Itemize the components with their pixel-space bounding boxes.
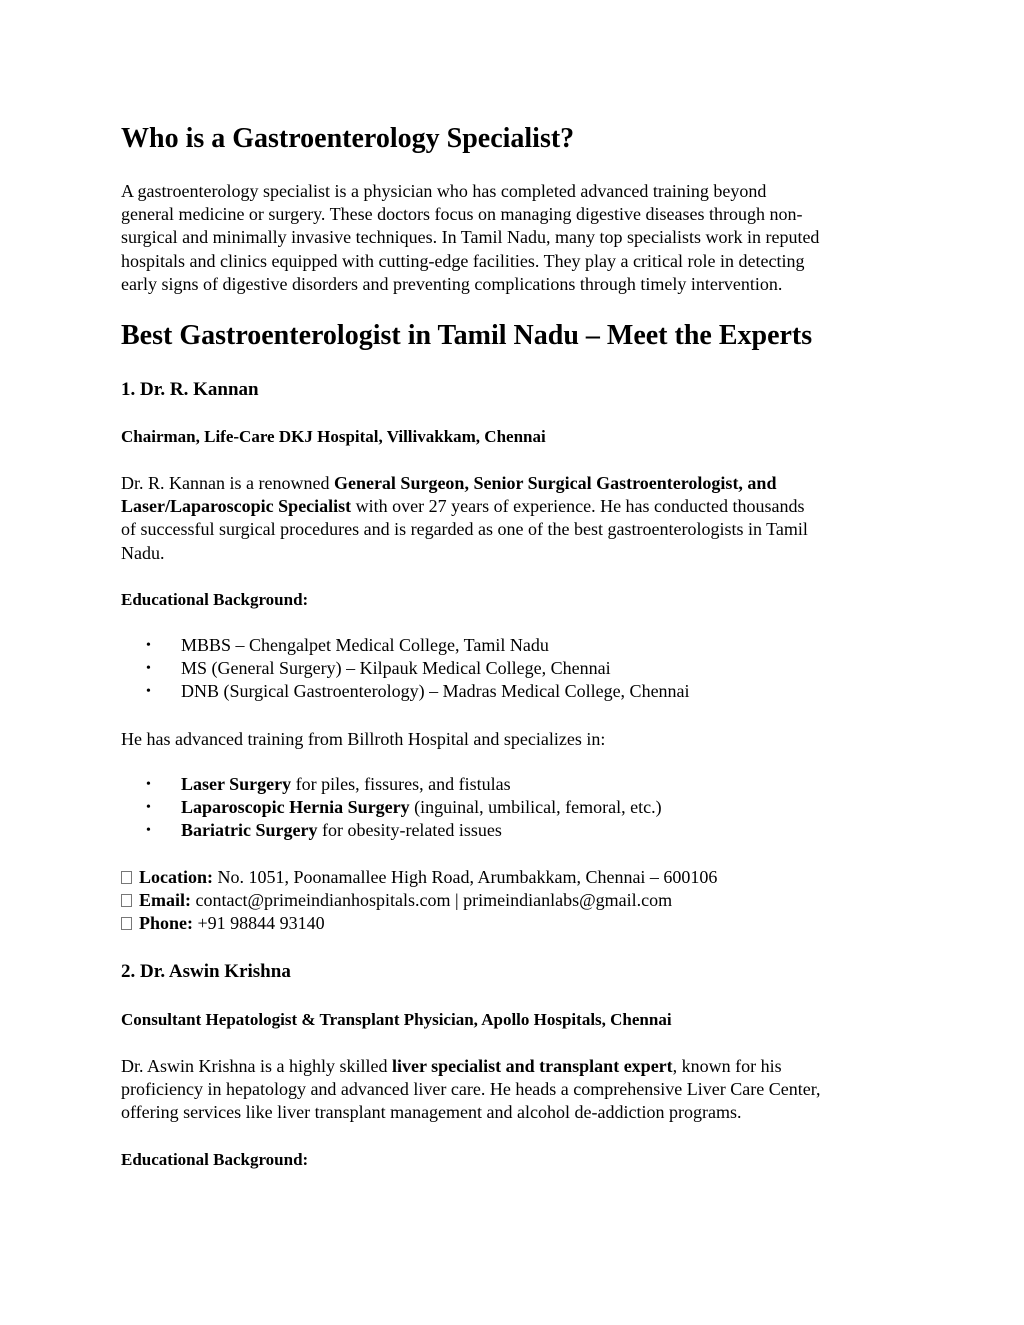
email-icon xyxy=(121,894,132,907)
specialty-name: Bariatric Surgery xyxy=(181,820,318,841)
paragraph-line: surgical and minimally invasive techniques. In Tamil Nadu, many top specialists work in reputed xyxy=(121,227,820,248)
intro-bold-text: Laser/Laparoscopic Specialist xyxy=(121,496,352,517)
list-item xyxy=(121,796,662,819)
intro-bold-text: liver specialist and transplant expert xyxy=(392,1056,673,1076)
bullet-icon: • xyxy=(146,777,151,792)
list-item-text: MS (General Surgery) – Kilpauk Medical College, Chennai xyxy=(181,658,611,679)
intro-text: Dr. R. Kannan is a renowned xyxy=(121,473,334,493)
contact-value: contact@primeindianhospitals.com | primeindianlabs@gmail.com xyxy=(191,890,673,911)
intro-line: proficiency in hepatology and advanced liver care. He heads a comprehensive Liver Care Center, xyxy=(121,1079,821,1100)
bullet-icon: • xyxy=(146,823,151,839)
intro-line xyxy=(121,472,808,495)
doctor-1-education-list xyxy=(121,634,690,704)
contact-value: +91 98844 93140 xyxy=(193,913,325,934)
section-heading-who-is-specialist: Who is a Gastroenterology Specialist? xyxy=(121,123,575,154)
contact-email xyxy=(121,889,717,912)
bullet-icon: • xyxy=(146,638,151,653)
bullet-icon: • xyxy=(146,800,151,816)
contact-label: Phone: xyxy=(139,913,193,934)
paragraph-line: early signs of digestive disorders and preventing complications through timely intervention. xyxy=(121,273,783,294)
list-item xyxy=(121,680,690,703)
section-heading-best-gastroenterologist: Best Gastroenterologist in Tamil Nadu – Meet the Experts xyxy=(121,320,813,351)
paragraph-line: hospitals and clinics equipped with cutting-edge facilities. They play a critical role in detecting xyxy=(121,250,805,271)
doctor-1-training-line: He has advanced training from Billroth Hospital and specializes in: xyxy=(121,729,606,749)
doctor-2-designation: Consultant Hepatologist & Transplant Physician, Apollo Hospitals, Chennai xyxy=(121,1010,672,1029)
paragraph-line: A gastroenterology specialist is a physician who has completed advanced training beyond xyxy=(121,181,767,201)
intro-line xyxy=(121,495,808,518)
phone-icon xyxy=(121,917,132,930)
intro-line: of successful surgical procedures and is regarded as one of the best gastroenterologists in Tamil xyxy=(121,519,808,540)
doctor-1-intro xyxy=(121,472,808,565)
list-item xyxy=(121,634,690,657)
intro-line xyxy=(121,1055,820,1078)
list-item xyxy=(121,819,662,842)
list-item-text: MBBS – Chengalpet Medical College, Tamil Nadu xyxy=(181,635,549,655)
contact-phone xyxy=(121,912,717,935)
intro-bold-text: General Surgeon, Senior Surgical Gastroenterologist, and xyxy=(333,473,777,493)
contact-value: No. 1051, Poonamallee High Road, Arumbakkam, Chennai – 600106 xyxy=(213,867,718,887)
list-item-text: DNB (Surgical Gastroenterology) – Madras Medical College, Chennai xyxy=(181,681,690,702)
intro-text: Dr. Aswin Krishna is a highly skilled xyxy=(121,1056,392,1076)
intro-text: with over 27 years of experience. He has conducted thousands xyxy=(351,496,805,517)
contact-label: Location: xyxy=(139,867,213,887)
specialty-detail: for piles, fissures, and fistulas xyxy=(291,774,511,794)
doctor-2-education-heading: Educational Background: xyxy=(121,1150,309,1169)
contact-label: Email: xyxy=(139,890,191,911)
list-item xyxy=(121,657,690,680)
specialty-detail: for obesity-related issues xyxy=(317,820,502,841)
intro-text: , known for his xyxy=(672,1056,782,1076)
location-icon xyxy=(121,871,132,884)
intro-line: Nadu. xyxy=(121,542,165,563)
paragraph-line: general medicine or surgery. These doctors focus on managing digestive diseases through non- xyxy=(121,204,803,225)
contact-location xyxy=(121,866,717,889)
intro-paragraph xyxy=(121,180,819,296)
bullet-icon: • xyxy=(146,684,151,700)
bullet-icon: • xyxy=(146,661,151,677)
doctor-1-designation: Chairman, Life-Care DKJ Hospital, Villivakkam, Chennai xyxy=(121,427,546,446)
doctor-1-education-heading: Educational Background: xyxy=(121,590,309,609)
specialty-detail: (inguinal, umbilical, femoral, etc.) xyxy=(409,797,662,818)
doctor-2-name-heading: 2. Dr. Aswin Krishna xyxy=(121,961,291,982)
list-item xyxy=(121,773,662,796)
intro-line: offering services like liver transplant management and alcohol de-addiction programs. xyxy=(121,1102,742,1123)
doctor-1-contact-block xyxy=(121,866,717,936)
doctor-1-specialties-list xyxy=(121,773,662,843)
specialty-name: Laser Surgery xyxy=(181,774,292,794)
doctor-2-intro xyxy=(121,1055,820,1125)
doctor-1-name-heading: 1. Dr. R. Kannan xyxy=(121,379,259,400)
specialty-name: Laparoscopic Hernia Surgery xyxy=(181,797,410,818)
